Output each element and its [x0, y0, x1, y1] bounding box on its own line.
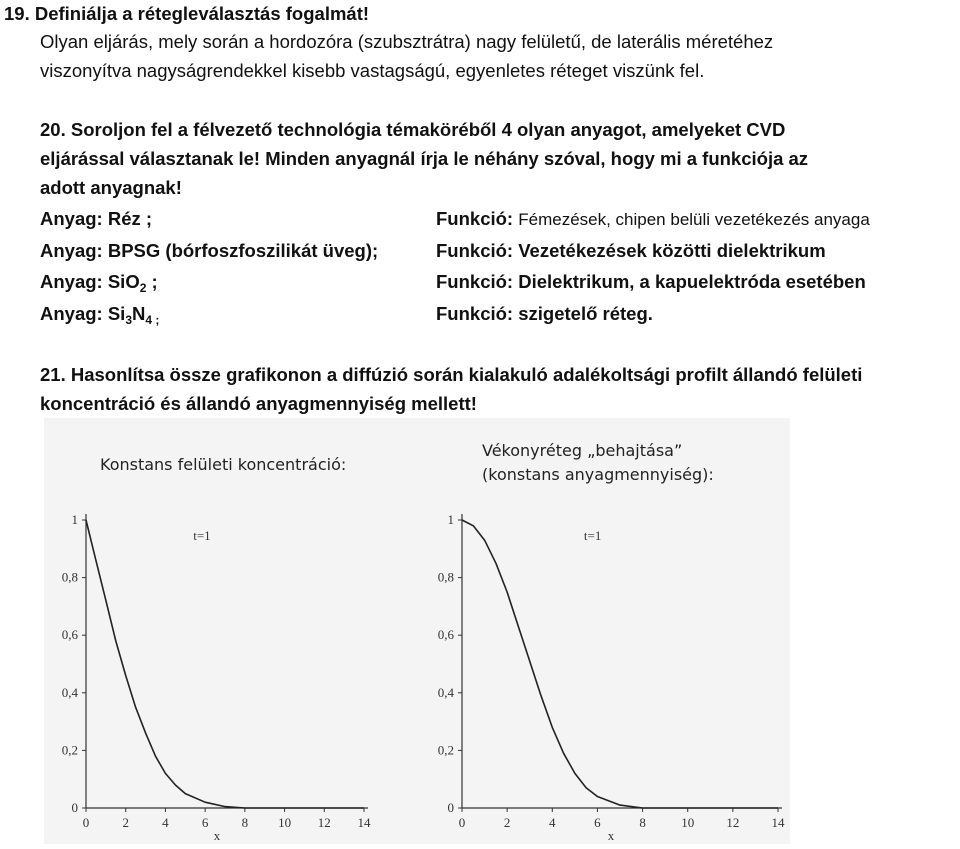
anyag-subscript: 3	[125, 313, 133, 327]
funkcio-label: Funkció:	[436, 303, 514, 324]
funkcio-label: Funkció:	[436, 271, 514, 292]
y-tick-label: 0,8	[61, 569, 78, 585]
chart-title: Vékonyréteg „behajtása”	[482, 441, 683, 460]
x-axis-label: x	[607, 828, 615, 843]
x-tick-label: 6	[201, 815, 209, 830]
chart-subtitle: (konstans anyagmennyiség):	[482, 465, 714, 484]
x-tick-label: 4	[549, 815, 556, 830]
y-tick-label: 0,8	[437, 569, 454, 585]
x-tick-label: 10	[278, 815, 292, 830]
x-tick-label: 8	[241, 815, 249, 830]
y-tick-label: 0	[71, 800, 78, 815]
y-tick-label: 0,4	[61, 684, 78, 700]
x-tick-label: 12	[726, 815, 740, 830]
material-1-funkcio	[436, 207, 870, 232]
y-tick-label: 0	[447, 800, 454, 815]
material-3-funkcio	[436, 270, 866, 294]
chart-title: Konstans felületi koncentráció:	[100, 455, 347, 474]
y-tick-label: 0,2	[437, 742, 454, 758]
anyag-text: Anyag: Si	[40, 303, 126, 324]
funkcio-label: Funkció:	[436, 208, 514, 229]
y-tick-label: 0,6	[61, 627, 78, 643]
time-annotation: t=1	[583, 528, 602, 544]
q19-answer-line1: Olyan eljárás, mely során a hordozóra (szubsztrátra) nagy felületű, de laterális méretéhez	[40, 31, 774, 52]
material-2-funkcio	[436, 239, 826, 263]
anyag-subscript: 2	[139, 281, 147, 295]
x-tick-label: 2	[503, 815, 511, 830]
material-4-funkcio	[436, 302, 653, 326]
x-tick-label: 2	[122, 815, 129, 830]
x-tick-label: 10	[681, 815, 695, 830]
diffusion-figure	[44, 418, 790, 844]
material-3-anyag	[40, 270, 158, 300]
x-tick-label: 12	[317, 815, 331, 830]
funkcio-text: Dielektrikum, a kapuelektróda esetében	[518, 271, 866, 292]
funkcio-text: Fémezések, chipen belüli vezetékezés anyaga	[518, 210, 870, 229]
q20-line2: eljárással választanak le! Minden anyagnál írja le néhány szóval, hogy mi a funkciója az	[40, 148, 809, 169]
anyag-suffix: ;	[146, 271, 158, 292]
q21-line1: 21. Hasonlítsa össze grafikonon a diffúzió során kialakuló adalékoltsági profilt állandó felületi	[40, 364, 863, 385]
x-tick-label: 6	[594, 815, 601, 830]
y-tick-label: 1	[71, 512, 78, 527]
q20-line3: adott anyagnak!	[40, 177, 182, 198]
y-tick-label: 0,6	[437, 627, 454, 643]
x-tick-label: 14	[771, 815, 785, 830]
time-annotation: t=1	[193, 528, 211, 544]
y-tick-label: 1	[447, 512, 454, 527]
q21-line2: koncentráció és állandó anyagmennyiség mellett!	[40, 393, 477, 414]
funkcio-label: Funkció:	[436, 240, 514, 261]
anyag-subscript: 4 ;	[145, 313, 160, 327]
y-tick-label: 0,4	[437, 684, 454, 700]
x-tick-label: 4	[162, 815, 169, 830]
funkcio-text: Vezetékezések közötti dielektrikum	[518, 240, 826, 261]
q19-answer-line2: viszonyítva nagyságrendekkel kisebb vastagságú, egyenletes réteget viszünk fel.	[40, 60, 705, 81]
x-tick-label: 0	[82, 815, 90, 830]
diffusion-plots-svg	[44, 418, 790, 844]
q20-line1: 20. Soroljon fel a félvezető technológia témaköréből 4 olyan anyagot, amelyeket CVD	[40, 119, 786, 140]
y-tick-label: 0,2	[61, 742, 78, 758]
x-tick-label: 8	[639, 815, 646, 830]
q19-title: 19. Definiálja a rétegleválasztás fogalmát!	[4, 3, 370, 24]
x-axis-label: x	[213, 828, 221, 843]
anyag-text: Anyag: SiO	[40, 271, 140, 292]
material-4-anyag	[40, 302, 159, 332]
x-tick-label: 14	[357, 815, 371, 830]
funkcio-text: szigetelő réteg.	[518, 303, 653, 324]
anyag-text: N	[132, 303, 146, 324]
material-2-anyag: Anyag: BPSG (bórfoszfoszilikát üveg);	[40, 240, 379, 261]
material-1-anyag: Anyag: Réz ;	[40, 208, 153, 229]
x-tick-label: 0	[458, 815, 466, 830]
